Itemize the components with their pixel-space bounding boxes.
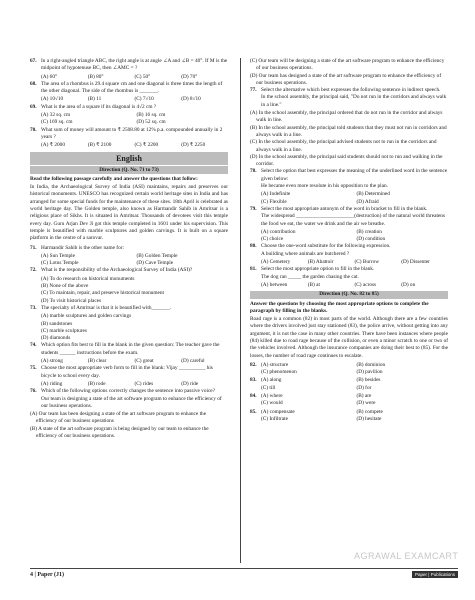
option: (D) hesitate <box>356 415 382 422</box>
right-column <box>250 58 448 424</box>
option: (D) Cave Temple <box>136 260 174 267</box>
option: (B) Abattoir <box>307 259 334 266</box>
question-number: 85. <box>250 408 257 415</box>
question-sentence: In the school assembly, the principal said, "Do not run in the corridors and always walk in a line." <box>261 94 447 108</box>
question-text: Harmandir Sahib is the other name for: <box>41 244 124 251</box>
option: (A) 32 sq. cm <box>41 112 71 119</box>
option: (A) marble sculptures and golden carvings <box>41 313 132 320</box>
option: (D) Dissenter <box>401 259 430 266</box>
question-number: 76. <box>30 388 37 395</box>
option: (C) 50° <box>134 73 151 80</box>
option: (A) compensate <box>261 408 295 415</box>
option: (C) Infiltrate <box>261 415 288 422</box>
question-text: Select the alternative which best expresses the following sentence in indirect speech. <box>261 87 441 94</box>
option: (C) would <box>261 400 283 407</box>
option: (D) on <box>401 281 416 288</box>
option: (B) Determined <box>356 191 390 198</box>
option: (A) contribution <box>261 228 296 235</box>
page-footer <box>30 568 458 580</box>
option: (C) Flexible <box>261 198 287 205</box>
option: (B) at <box>307 281 320 288</box>
question-84-options <box>261 393 448 408</box>
option: (A) 10√10 <box>41 96 64 103</box>
question-text: What is the area of a square if its diagonal is 4√2 cm ? <box>41 103 157 110</box>
question-68 <box>30 81 228 96</box>
question-69 <box>30 104 228 111</box>
option: (B) In the school assembly, the principal told students that they must not run in corridors and always walk in a line. <box>250 124 447 138</box>
question-number: 84. <box>250 393 257 400</box>
option: (D) pavilion <box>356 369 383 376</box>
question-text: What sum of money will amount to ₹ 2508.80 at 12% p.a. compounded annually in 2 years ? <box>41 126 223 140</box>
question-text: Which of the following options correctly changes the sentence into passive voice? <box>41 388 216 395</box>
option: (B) sandstones <box>41 320 73 327</box>
question-81-options <box>250 282 448 289</box>
option: (B) 11 <box>87 96 102 103</box>
direction-text: Read the following passage carefully and answer the questions that follow: <box>30 175 198 182</box>
question-number: 72. <box>30 267 37 274</box>
question-73 <box>30 305 228 312</box>
question-number: 68. <box>30 80 37 87</box>
question-70-options <box>30 142 228 149</box>
option: (C) across <box>354 281 377 288</box>
option: (C) Lotus Temple <box>41 260 79 267</box>
option: (B) dominion <box>356 361 386 368</box>
question-69-options <box>30 112 228 127</box>
question-78-options <box>250 191 448 206</box>
cloze-passage: Road rage is a common (82) in most parts of the world. Although there are a few countries where the drivers involved just stay stationed (83), the police arrive, without getting into any argument, it is not the case in many other countries. There have been instances where people (84) killed due to road rage because of the collision, or even a minor scratch to one or two of the vehicles involved. Although the insurance companies are doing their best to (85). For the losses, the number of road rage continues to escalate. <box>250 316 448 359</box>
option: (C) till <box>261 384 276 391</box>
direction-text: Answer the questions by choosing the most appropriate options to complete the paragraph by filling in the blanks. <box>250 300 429 314</box>
option: (B) 16 sq. cm <box>136 112 166 119</box>
option: (A) structure <box>261 361 289 368</box>
question-sentence: The dog ran _____ the garden chasing the cat. <box>261 273 359 280</box>
question-number: 83. <box>250 377 257 384</box>
question-sentence: Our team is designing a state of the art software program to enhance the efficiency of our business operations. <box>41 395 222 409</box>
question-text: Which option fits best to fill in the blank in the given question: The teacher gave the students ______ instructions before the exam. <box>41 342 220 356</box>
option: (C) Burrow <box>354 259 380 266</box>
question-83 <box>250 377 448 392</box>
option: (C) Our team will be designing a state of the art software program to enhance the efficiency of our business operations. <box>250 58 445 72</box>
option: (C) ₹ 2200 <box>134 142 159 149</box>
question-text: What is the responsibility of the Archaeological Survey of India (ASI)? <box>41 267 193 274</box>
option: (D) were <box>356 400 376 407</box>
question-text: In a right-angled triangle ABC, the right angle is at angle ∠A and ∠B = 40°. If M is the midpoint of hypotenuse BC, then ∠AMC = ? <box>41 58 228 72</box>
question-82-options <box>261 362 448 377</box>
question-text: Choose the one-word substitute for the following expression. <box>261 243 391 250</box>
question-text: Choose the most appropriate verb form to fill in the blank: Vijay __________ his bicycle to school every day. <box>41 365 213 379</box>
direction-header: Direction (Q. No. 82 to 85) <box>250 291 448 299</box>
option: (A) Cemetery <box>261 259 291 266</box>
option: (A) 60° <box>41 73 58 80</box>
question-79-options <box>250 229 448 244</box>
question-number: 70. <box>30 126 37 133</box>
direction-header: Direction (Q. No. 71 to 73) <box>30 166 228 174</box>
question-number: 80. <box>250 243 257 250</box>
question-83-options <box>261 377 448 392</box>
question-71-options <box>30 253 228 268</box>
column-divider <box>240 58 241 563</box>
question-sentence: He became even more resolute in his opposition to the plan. <box>261 183 388 190</box>
option: (C) phenomenon <box>261 369 297 376</box>
option: (D) Afraid <box>356 198 379 205</box>
option: (D) condition <box>356 236 386 243</box>
option: (B) compete <box>356 408 383 415</box>
question-sentence: The widespread ______________________(destruction) of the natural world threatens the food we eat, the water we drink and the air we breathe. <box>261 213 446 227</box>
option: (A) To do research on historical monuments <box>41 275 135 282</box>
question-80 <box>250 243 448 258</box>
option: (C) rides <box>134 380 154 387</box>
question-number: 75. <box>30 365 37 372</box>
option: (B) clear <box>87 358 107 365</box>
question-number: 82. <box>250 361 257 368</box>
option: (C) 7√10 <box>134 96 154 103</box>
option: (B) creation <box>356 228 382 235</box>
option: (A) riding <box>41 380 63 387</box>
question-81 <box>250 266 448 281</box>
question-67-options <box>30 74 228 81</box>
option: (D) In the school assembly, the principal said students should not to run and walking in the corridor. <box>250 153 443 168</box>
option: (B) besides <box>356 377 381 384</box>
question-68-options <box>30 96 228 103</box>
option: (B) A state of the art software program is being designed by our team to enhance the efficiency of our business operations. <box>30 425 209 439</box>
question-number: 69. <box>30 103 37 110</box>
question-76 <box>30 388 228 410</box>
option: (C) marble sculptures <box>41 327 87 334</box>
option: (A) Our team has been designing a state of the art software program to enhance the efficiency of our business operations <box>30 411 207 425</box>
option: (D) ride <box>181 380 199 387</box>
option: (B) are <box>356 393 372 400</box>
option: (A) In the school assembly, the principal ordered that do not run in the corridor and always walk in line. <box>250 110 443 124</box>
option: (D) for <box>356 384 372 391</box>
question-85-options <box>261 409 448 424</box>
option: (D) careful <box>181 358 205 365</box>
question-number: 79. <box>250 205 257 212</box>
question-number: 78. <box>250 168 257 175</box>
option: (B) rode <box>87 380 106 387</box>
option: (B) None of the above <box>41 283 89 290</box>
option: (B) Golden Temple <box>136 252 178 259</box>
reading-passage: In India, the Archaeological Survey of India (ASI) maintains, repairs and preserves our historical monuments. UNESCO has recognized certain world heritage sites in India and has arranged for some special funds for the maintenance of these sites. 18th April is celebrated as world heritage day. The Golden temple, also known as Harmandir Sahib in Amritsar is a religious place of Sikhs. It is situated in Amritsar. Thousands of devotees visit this temple every day. Guru Arjan Dev Ji got this temple completed in 1601 under his supervision. This temple is beautified with marble sculptures and golden carvings. It is built on a square platform in the centre of a sarovar. <box>30 184 228 242</box>
option: (D) ₹ 2250 <box>181 142 206 149</box>
question-70 <box>30 127 228 142</box>
option: (D) diamonds <box>41 335 71 342</box>
option: (C) choice <box>261 236 284 243</box>
question-82 <box>250 362 448 377</box>
option: (C) To maintain, repair, and preserve historical monument <box>41 290 165 297</box>
option: (A) between <box>261 281 288 288</box>
option: (A) Indefinite <box>261 191 291 198</box>
question-85 <box>250 409 448 424</box>
question-77 <box>250 87 448 109</box>
question-text: Select the option that best expresses the meaning of the underlined word in the sentence given below: <box>261 168 448 182</box>
question-79 <box>250 206 448 228</box>
question-number: 71. <box>30 244 37 251</box>
option: (A) where <box>261 393 283 400</box>
option: (C) 169 sq. cm <box>41 119 73 126</box>
question-78 <box>250 168 448 190</box>
option: (A) ₹ 2000 <box>41 142 65 149</box>
option: (A) Sun Temple <box>41 252 75 259</box>
option: (D) 8√10 <box>181 96 201 103</box>
option: (D) Our team has designed a state of the art software program to enhance the efficiency of our business operations. <box>250 72 442 86</box>
question-text: Select the most appropriate antonym of the word in bracket to fill in the blank. <box>261 205 428 212</box>
left-column <box>30 58 228 440</box>
option: (D) 52 sq. cm <box>136 119 166 126</box>
question-number: 67. <box>30 58 37 64</box>
question-text: The area of a rhombus is 29.4 square cm and one diagonal is three times the length of the other diagonal. The side of the rhombus is _______. <box>41 80 223 95</box>
question-number: 74. <box>30 342 37 349</box>
page-number: 4 | Paper (J1) <box>30 572 65 578</box>
option: (C) great <box>134 358 154 365</box>
question-84 <box>250 393 448 408</box>
option: (C) In the school assembly, the principal advised students not to run in the corridors and always walk in a line. <box>250 139 437 153</box>
question-67 <box>30 58 228 73</box>
section-heading-english: English <box>30 152 228 165</box>
question-72 <box>30 267 228 274</box>
question-text: The specialty of Amritsar is that it is beautified with_______. <box>41 304 172 311</box>
question-sentence: A building where animals are butchered ? <box>261 250 350 257</box>
question-number: 77. <box>250 87 257 94</box>
question-number: 81. <box>250 266 257 273</box>
question-text: Select the most appropriate option to fill in the blank. <box>261 266 375 273</box>
publisher-logo: Paper | Publications <box>412 571 458 578</box>
option: (B) ₹ 2100 <box>87 142 112 149</box>
question-number: 73. <box>30 304 37 311</box>
option: (B) 80° <box>87 73 104 80</box>
option: (A) along <box>261 377 282 384</box>
option: (D) To visit historical places <box>41 297 102 304</box>
question-74 <box>30 342 228 357</box>
option: (D) 70° <box>181 73 198 80</box>
question-75 <box>30 365 228 380</box>
watermark: AGRAWAL EXAMCART <box>354 551 459 561</box>
question-71 <box>30 245 228 252</box>
option: (A) strong <box>41 358 63 365</box>
